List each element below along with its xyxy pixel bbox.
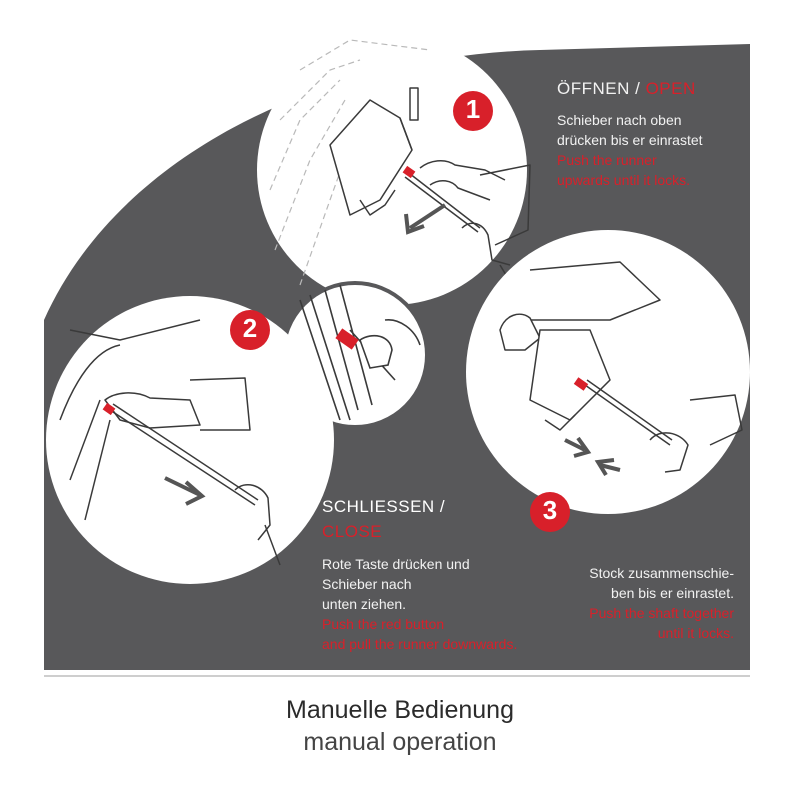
open-text-en-2: upwards until it locks. [557, 172, 691, 188]
close-text-de-1: Rote Taste drücken und [322, 556, 470, 572]
step-2-number: 2 [242, 313, 258, 343]
close-title-de: SCHLIESSEN / [322, 497, 446, 516]
close-title-en: CLOSE [322, 522, 383, 541]
close-description [322, 554, 517, 654]
open-title-en: OPEN [645, 79, 696, 98]
fold-text-en-2: until it locks. [657, 625, 734, 641]
fold-description [589, 563, 734, 643]
step-3-number: 3 [542, 495, 558, 525]
step-1-number: 1 [465, 94, 481, 124]
step-2-illustration [46, 296, 334, 584]
open-text-de-1: Schieber nach oben [557, 112, 682, 128]
close-text-en-2: and pull the runner downwards. [322, 636, 518, 652]
close-text-de-2: Schieber nach [322, 576, 412, 592]
open-text-en-1: Push the runner [557, 152, 657, 168]
open-title-separator: / [629, 79, 646, 98]
fold-text-en-1: Push the shaft together [589, 605, 734, 621]
footer-title-en: manual operation [303, 728, 497, 756]
open-description [557, 110, 703, 190]
open-title [557, 80, 696, 98]
footer-title-de: Manuelle Bedienung [286, 696, 514, 724]
close-text-en-1: Push the red button [322, 616, 445, 632]
fold-text-de-1: Stock zusammenschie- [589, 565, 734, 581]
fold-text-de-2: ben bis er einrastet. [611, 585, 734, 601]
close-text-de-3: unten ziehen. [322, 596, 407, 612]
step-3-illustration [466, 230, 750, 514]
open-text-de-2: drücken bis er einrastet [557, 132, 703, 148]
open-title-de: ÖFFNEN [557, 79, 630, 98]
